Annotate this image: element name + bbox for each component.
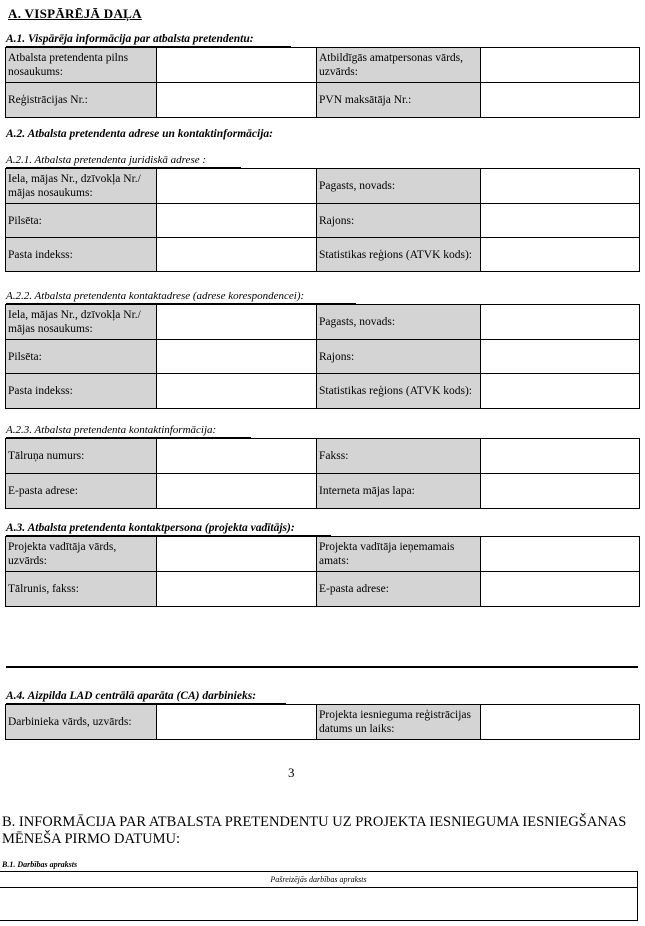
field-label: Rajons:	[317, 340, 481, 374]
form-row	[6, 340, 640, 374]
a1-heading: A.1. Vispārēja informācija par atbalsta pretendentu:	[6, 33, 254, 45]
field-value[interactable]	[481, 474, 640, 509]
field-label: Pasta indekss:	[6, 238, 157, 272]
field-label: E-pasta adrese:	[317, 572, 481, 607]
field-value[interactable]	[157, 305, 317, 340]
b1-box-header: Pašreizējās darbības apraksts	[0, 872, 637, 888]
a21-heading: A.2.1. Atbalsta pretendenta juridiskā adrese :	[6, 154, 207, 166]
form-row	[6, 374, 640, 409]
field-label: Rajons:	[317, 204, 481, 238]
page-number: 3	[288, 765, 295, 780]
field-value[interactable]	[157, 83, 317, 118]
form-row	[6, 705, 640, 740]
field-label: Statistikas reģions (ATVK kods):	[317, 238, 481, 272]
a23-heading: A.2.3. Atbalsta pretendenta kontaktinformācija:	[6, 424, 217, 436]
field-value[interactable]	[481, 439, 640, 474]
b1-heading: B.1. Darbības apraksts	[2, 860, 78, 869]
field-value[interactable]	[481, 48, 640, 83]
form-row	[6, 439, 640, 474]
a4-heading: A.4. Aizpilda LAD centrālā aparāta (CA) darbinieks:	[6, 690, 257, 702]
field-label: Interneta mājas lapa:	[317, 474, 481, 509]
field-value[interactable]	[481, 238, 640, 272]
field-label: Projekta vadītāja vārds, uzvārds:	[6, 537, 157, 572]
field-value[interactable]	[481, 305, 640, 340]
field-value[interactable]	[157, 204, 317, 238]
section-b-title: B. INFORMĀCIJA PAR ATBALSTA PRETENDENTU UZ PROJEKTA IESNIEGUMA IESNIEGŠANAS MĒNEŠA PIRMO DATUMU:	[2, 814, 627, 847]
field-value[interactable]	[481, 169, 640, 204]
a21-table	[5, 168, 640, 272]
field-value[interactable]	[157, 537, 317, 572]
a22-table	[5, 304, 640, 409]
field-label: Reģistrācijas Nr.:	[6, 83, 157, 118]
field-value[interactable]	[481, 340, 640, 374]
form-row	[6, 474, 640, 509]
field-value[interactable]	[481, 374, 640, 409]
field-label: Projekta iesnieguma reģistrācijas datums un laiks:	[317, 705, 481, 740]
a23-table	[5, 438, 640, 509]
field-label: Tālrunis, fakss:	[6, 572, 157, 607]
field-label: E-pasta adrese:	[6, 474, 157, 509]
field-value[interactable]	[481, 204, 640, 238]
a3-heading: A.3. Atbalsta pretendenta kontaktpersona (projekta vadītājs):	[6, 522, 295, 534]
form-row	[6, 48, 640, 83]
separator-line	[6, 666, 638, 668]
field-value[interactable]	[157, 705, 317, 740]
field-value[interactable]	[157, 572, 317, 607]
field-value[interactable]	[157, 474, 317, 509]
field-value[interactable]	[481, 537, 640, 572]
form-row	[6, 572, 640, 607]
a22-heading: A.2.2. Atbalsta pretendenta kontaktadrese (adrese korespondencei):	[6, 290, 305, 302]
b1-box	[0, 871, 638, 921]
field-label: Pilsēta:	[6, 204, 157, 238]
a1-table	[5, 47, 640, 118]
field-value[interactable]	[157, 169, 317, 204]
field-value[interactable]	[157, 238, 317, 272]
field-label: Pagasts, novads:	[317, 305, 481, 340]
section-a-title: A. VISPĀRĒJĀ DAĻA	[8, 6, 142, 21]
field-label: Iela, mājas Nr., dzīvokļa Nr./ mājas nosaukums:	[6, 305, 157, 340]
form-row	[6, 83, 640, 118]
a4-table	[5, 704, 640, 740]
field-label: Fakss:	[317, 439, 481, 474]
field-label: Pilsēta:	[6, 340, 157, 374]
field-label: Atbildīgās amatpersonas vārds, uzvārds:	[317, 48, 481, 83]
a3-table	[5, 536, 640, 607]
field-value[interactable]	[157, 48, 317, 83]
field-label: Projekta vadītāja ieņemamais amats:	[317, 537, 481, 572]
a2-heading: A.2. Atbalsta pretendenta adrese un kontaktinformācija:	[6, 128, 273, 140]
field-value[interactable]	[157, 374, 317, 409]
form-row	[6, 305, 640, 340]
field-label: Iela, mājas Nr., dzīvokļa Nr./ mājas nosaukums:	[6, 169, 157, 204]
field-value[interactable]	[157, 439, 317, 474]
field-value[interactable]	[481, 83, 640, 118]
field-label: Atbalsta pretendenta pilns nosaukums:	[6, 48, 157, 83]
field-value[interactable]	[481, 705, 640, 740]
field-label: Tālruņa numurs:	[6, 439, 157, 474]
field-label: Pasta indekss:	[6, 374, 157, 409]
field-label: Darbinieka vārds, uzvārds:	[6, 705, 157, 740]
field-value[interactable]	[157, 340, 317, 374]
form-row	[6, 537, 640, 572]
field-label: PVN maksātāja Nr.:	[317, 83, 481, 118]
form-row	[6, 204, 640, 238]
field-label: Statistikas reģions (ATVK kods):	[317, 374, 481, 409]
field-label: Pagasts, novads:	[317, 169, 481, 204]
form-row	[6, 169, 640, 204]
form-row	[6, 238, 640, 272]
field-value[interactable]	[481, 572, 640, 607]
